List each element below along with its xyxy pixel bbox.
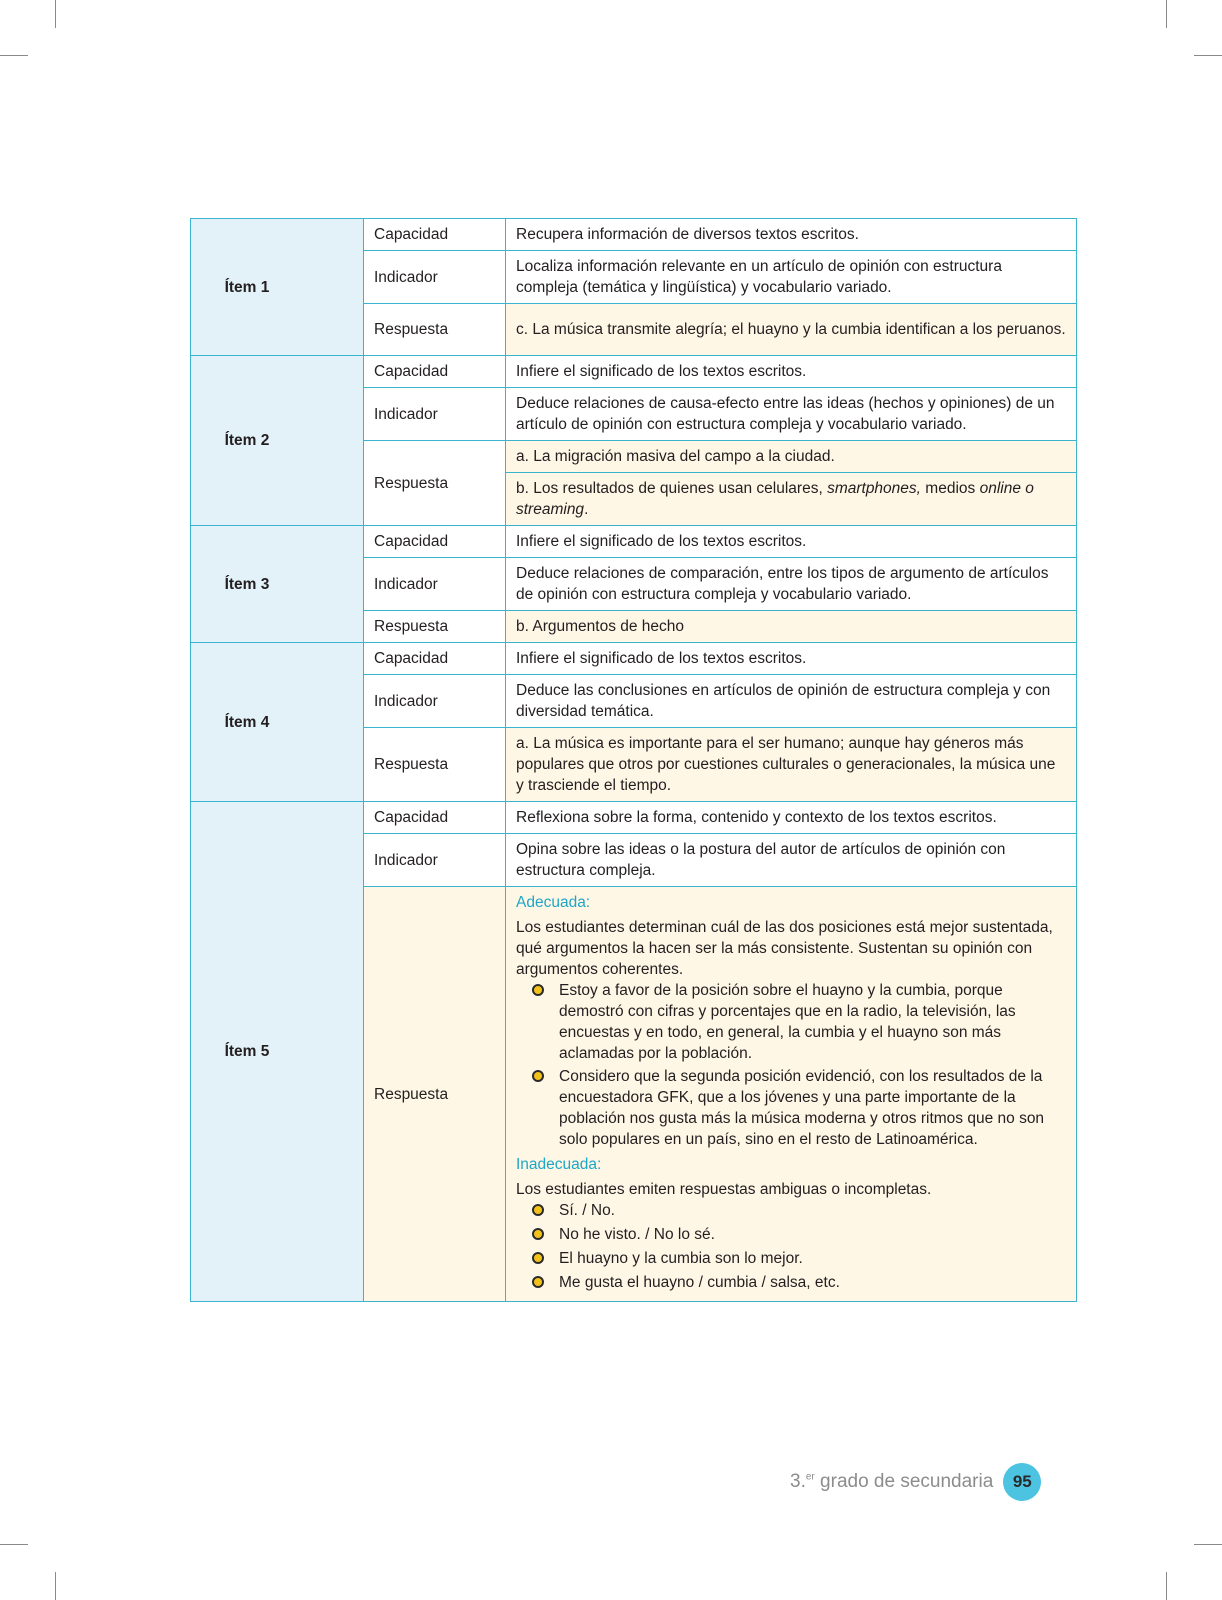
row-label: Indicador (364, 834, 506, 887)
row-label: Indicador (364, 251, 506, 304)
table-row (191, 219, 1077, 251)
crop-mark (1166, 1572, 1167, 1600)
crop-mark (55, 1572, 56, 1600)
adequate-intro: Los estudiantes determinan cuál de las dos posiciones está mejor sustentada, qué argumentos la hacen ser la más consistente. Sustentan su opinión con argumentos coherentes. (516, 919, 1053, 978)
crop-mark (1194, 1544, 1222, 1545)
row-label: Capacidad (364, 219, 506, 251)
list-item: Me gusta el huayno / cumbia / salsa, etc. (532, 1272, 1066, 1293)
row-label: Indicador (364, 558, 506, 611)
row-label: Capacidad (364, 643, 506, 675)
item-title: Ítem 2 (191, 356, 364, 526)
row-text: Deduce relaciones de causa-efecto entre las ideas (hechos y opiniones) de un artículo de opinión con estructura compleja y vocabulario variado. (506, 388, 1077, 441)
row-text: Recupera información de diversos textos escritos. (506, 219, 1077, 251)
crop-mark (1194, 55, 1222, 56)
item-title: Ítem 1 (191, 219, 364, 356)
row-text: Deduce las conclusiones en artículos de opinión de estructura compleja y con diversidad temática. (506, 675, 1077, 728)
table-row (191, 643, 1077, 675)
row-label: Capacidad (364, 356, 506, 388)
row-text: Infiere el significado de los textos escritos. (506, 526, 1077, 558)
list-item: Considero que la segunda posición evidenció, con los resultados de la encuestadora GFK, que a los jóvenes y una parte importante de la población nos gusta más la música moderna y otros ritmos que no son solo populares en un país, sino en el resto de Latinoamérica. (532, 1066, 1066, 1150)
bullet-icon (532, 1252, 544, 1264)
row-text: Infiere el significado de los textos escritos. (506, 356, 1077, 388)
inadequate-heading: Inadecuada: (516, 1156, 602, 1173)
bullet-icon (532, 1276, 544, 1288)
list-item: Sí. / No. (532, 1200, 1066, 1221)
adequate-heading: Adecuada: (516, 894, 591, 911)
row-label: Indicador (364, 388, 506, 441)
row-text: Opina sobre las ideas o la postura del autor de artículos de opinión con estructura compleja. (506, 834, 1077, 887)
adequate-list (516, 980, 1066, 1150)
bullet-icon (532, 984, 544, 996)
row-label: Respuesta (364, 611, 506, 643)
row-text: Localiza información relevante en un artículo de opinión con estructura compleja (temática y lingüística) y vocabulario variado. (506, 251, 1077, 304)
crop-mark (1166, 0, 1167, 28)
inadequate-list (516, 1200, 1066, 1293)
answer-text: c. La música transmite alegría; el huayno y la cumbia identifican a los peruanos. (506, 304, 1077, 356)
row-label: Indicador (364, 675, 506, 728)
answer-text: a. La migración masiva del campo a la ciudad. (506, 441, 1077, 473)
crop-mark (55, 0, 56, 28)
row-label: Respuesta (364, 441, 506, 526)
answer-detail (506, 887, 1077, 1302)
list-item: No he visto. / No lo sé. (532, 1224, 1066, 1245)
table-row (191, 802, 1077, 834)
row-label: Respuesta (364, 728, 506, 802)
bullet-icon (532, 1228, 544, 1240)
list-item: Estoy a favor de la posición sobre el huayno y la cumbia, porque demostró con cifras y porcentajes que en la radio, la televisión, las encuestas y en todo, en general, la cumbia y el huayno son más aclamadas por la población. (532, 980, 1066, 1064)
list-item: El huayno y la cumbia son lo mejor. (532, 1248, 1066, 1269)
row-text: Reflexiona sobre la forma, contenido y contexto de los textos escritos. (506, 802, 1077, 834)
grade-label: 3.$^{er}$ grado de secundaria (790, 1471, 994, 1492)
table-row (191, 356, 1077, 388)
item-title: Ítem 4 (191, 643, 364, 802)
crop-mark (0, 1544, 28, 1545)
row-text: Infiere el significado de los textos escritos. (506, 643, 1077, 675)
row-label: Respuesta (364, 304, 506, 356)
rubric-table (190, 218, 1077, 1302)
inadequate-intro: Los estudiantes emiten respuestas ambiguas o incompletas. (516, 1181, 932, 1198)
answer-text: b. Argumentos de hecho (506, 611, 1077, 643)
item-title: Ítem 5 (191, 802, 364, 1302)
table-row (191, 526, 1077, 558)
page-footer (790, 1463, 1041, 1501)
row-label: Capacidad (364, 526, 506, 558)
bullet-icon (532, 1070, 544, 1082)
row-text: Deduce relaciones de comparación, entre los tipos de argumento de artículos de opinión con estructura compleja y vocabulario variado. (506, 558, 1077, 611)
row-label: Respuesta (364, 887, 506, 1302)
bullet-icon (532, 1204, 544, 1216)
row-label: Capacidad (364, 802, 506, 834)
page-number-badge: 95 (1003, 1463, 1041, 1501)
item-title: Ítem 3 (191, 526, 364, 643)
crop-mark (0, 55, 28, 56)
answer-text: a. La música es importante para el ser humano; aunque hay géneros más populares que otros por cuestiones culturales o generacionales, la música une y trasciende el tiempo. (506, 728, 1077, 802)
answer-text: b. Los resultados de quienes usan celulares, smartphones, medios online o streaming. (506, 473, 1077, 526)
